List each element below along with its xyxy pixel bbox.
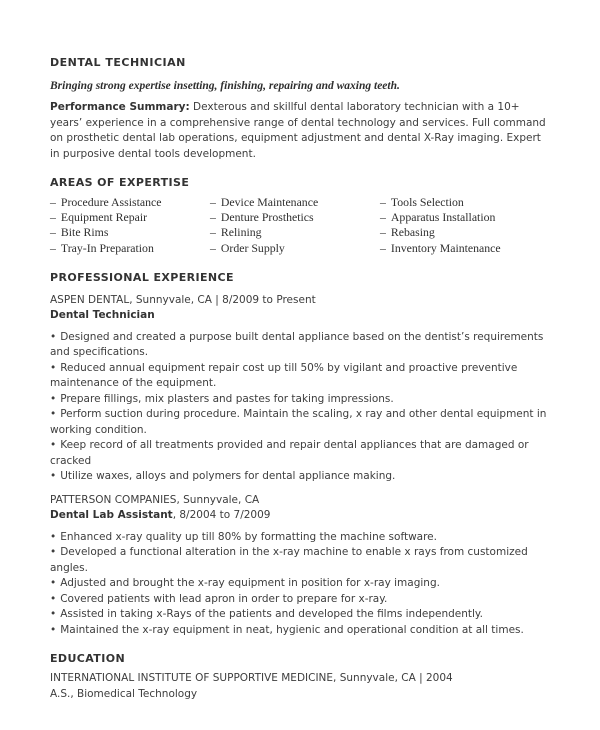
job-title: Dental Lab Assistant — [50, 509, 173, 522]
dash-marker: – — [50, 210, 56, 225]
bullet-marker: • — [50, 470, 57, 483]
expertise-item — [50, 241, 210, 256]
expertise-item — [380, 241, 552, 256]
expertise-item — [210, 195, 380, 210]
dash-marker: – — [210, 240, 216, 255]
summary-text: Dexterous and skillful dental laboratory technician with a 10+ years’ experience in a comprehensive range of dental technology and services. Full command on prosthetic dental lab operations, equipment adjustment and dental X-Ray imaging. Expert in purposive dental tools development. — [50, 101, 546, 160]
expertise-item-label: Tools Selection — [390, 195, 464, 209]
dash-marker: – — [380, 225, 386, 240]
bullet-item — [50, 592, 552, 608]
bullet-item — [50, 407, 552, 438]
expertise-item — [380, 210, 552, 225]
expertise-item-label: Relining — [220, 225, 262, 240]
job-bullet-list — [50, 530, 552, 639]
dash-marker: – — [210, 225, 216, 240]
bullet-marker: • — [50, 608, 57, 621]
bullet-text: Maintained the x-ray equipment in neat, hygienic and operational condition at all times. — [60, 623, 524, 636]
bullet-marker: • — [50, 361, 57, 374]
tagline: Bringing strong expertise insetting, finishing, repairing and waxing teeth. — [50, 80, 400, 92]
company-line: ASPEN DENTAL, Sunnyvale, CA | 8/2009 to Present — [50, 293, 316, 306]
bullet-text: Covered patients with lead apron in order to prepare for x-ray. — [60, 592, 388, 605]
bullet-text: Prepare fillings, mix plasters and pastes for taking impressions. — [60, 392, 394, 405]
expertise-item-label: Tray-In Preparation — [60, 240, 154, 255]
dash-marker: – — [50, 225, 56, 240]
bullet-marker: • — [50, 592, 57, 605]
education-degree: A.S., Biomedical Technology — [50, 687, 198, 700]
summary-label: Performance Summary: — [50, 101, 190, 113]
expertise-item-label: Order Supply — [220, 240, 285, 255]
expertise-item-label: Device Maintenance — [220, 195, 319, 209]
bullet-item — [50, 438, 552, 469]
bullet-text: Utilize waxes, alloys and polymers for dental appliance making. — [60, 470, 396, 483]
expertise-item-label: Bite Rims — [60, 225, 109, 240]
dash-marker: – — [50, 240, 56, 255]
education-school-line: INTERNATIONAL INSTITUTE OF SUPPORTIVE MEDICINE, Sunnyvale, CA | 2004 — [50, 672, 453, 685]
section-heading-expertise: AREAS OF EXPERTISE — [50, 176, 190, 189]
bullet-text: Reduced annual equipment repair cost up till 50% by vigilant and proactive preventive maintenance of the equipment. — [50, 361, 518, 390]
bullet-marker: • — [50, 330, 57, 343]
bullet-item — [50, 607, 552, 623]
bullet-text: Assisted in taking x-Rays of the patients and developed the films independently. — [60, 608, 483, 621]
bullet-item — [50, 469, 552, 485]
page-title: DENTAL TECHNICIAN — [50, 56, 186, 69]
bullet-item — [50, 392, 552, 408]
job-block-aspen-dental — [50, 293, 552, 485]
job-block-patterson-companies — [50, 493, 552, 639]
company-line: PATTERSON COMPANIES, Sunnyvale, CA — [50, 493, 260, 506]
bullet-text: Perform suction during procedure. Maintain the scaling, x ray and other dental equipment in working condition. — [50, 408, 547, 436]
bullet-text: Adjusted and brought the x-ray equipment in position for x-ray imaging. — [60, 577, 440, 590]
expertise-column-1 — [50, 195, 210, 256]
bullet-marker: • — [50, 408, 57, 421]
expertise-item — [50, 225, 210, 240]
expertise-item — [210, 210, 380, 225]
expertise-item — [210, 225, 380, 240]
dash-marker: – — [380, 240, 386, 255]
bullet-marker: • — [50, 392, 57, 405]
expertise-item — [380, 225, 552, 240]
bullet-marker: • — [50, 530, 57, 543]
job-bullet-list — [50, 330, 552, 485]
bullet-marker: • — [50, 577, 57, 590]
bullet-marker: • — [50, 546, 57, 559]
section-heading-experience: PROFESSIONAL EXPERIENCE — [50, 270, 234, 284]
expertise-grid — [50, 195, 552, 256]
job-dates: , 8/2004 to 7/2009 — [172, 509, 271, 522]
bullet-text: Developed a functional alteration in the x-ray machine to enable x rays from customized angles. — [50, 546, 528, 574]
expertise-item-label: Inventory Maintenance — [390, 240, 501, 255]
expertise-column-2 — [210, 195, 380, 256]
expertise-item — [380, 195, 552, 210]
bullet-item — [50, 361, 552, 392]
bullet-item — [50, 576, 552, 592]
bullet-item — [50, 530, 552, 546]
bullet-marker: • — [50, 439, 57, 452]
expertise-item — [50, 195, 210, 210]
expertise-column-3 — [380, 195, 552, 256]
bullet-text: Enhanced x-ray quality up till 80% by formatting the machine software. — [60, 530, 437, 543]
job-title-line — [50, 508, 552, 524]
expertise-item-label: Procedure Assistance — [60, 195, 162, 209]
expertise-item-label: Denture Prosthetics — [220, 210, 314, 225]
expertise-item-label: Apparatus Installation — [390, 210, 496, 225]
dash-marker: – — [380, 195, 386, 209]
bullet-item — [50, 545, 552, 576]
expertise-item — [210, 241, 380, 256]
expertise-item-label: Rebasing — [390, 225, 435, 240]
expertise-item — [50, 210, 210, 225]
dash-marker: – — [380, 210, 386, 225]
bullet-marker: • — [50, 623, 57, 636]
section-heading-education: EDUCATION — [50, 652, 126, 666]
dash-marker: – — [50, 195, 56, 209]
performance-summary — [50, 100, 552, 162]
dash-marker: – — [210, 210, 216, 225]
bullet-item — [50, 623, 552, 639]
bullet-text: Keep record of all treatments provided and repair dental appliances that are damaged or cracked — [50, 439, 529, 467]
bullet-item — [50, 330, 552, 361]
dash-marker: – — [210, 195, 216, 209]
expertise-item-label: Equipment Repair — [60, 210, 148, 225]
job-title: Dental Technician — [50, 309, 155, 322]
bullet-text: Designed and created a purpose built dental appliance based on the dentist’s requirements and specifications. — [50, 330, 544, 359]
